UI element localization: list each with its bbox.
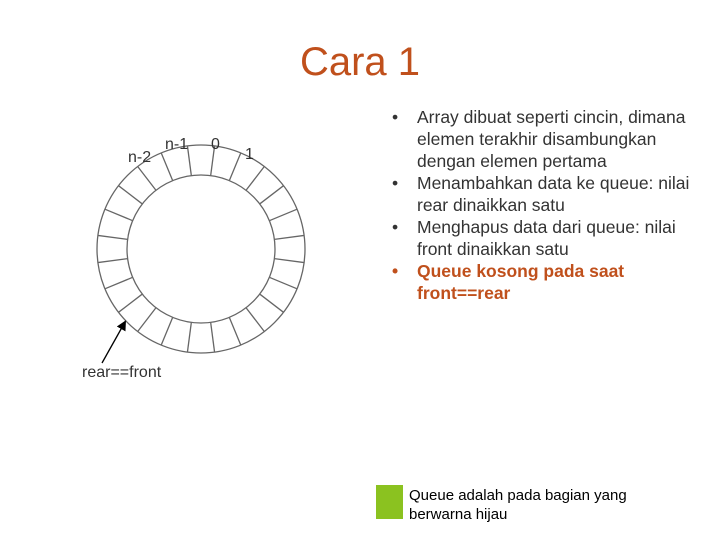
- bullet-item-empty-queue: [384, 260, 704, 304]
- legend-note: Queue adalah pada bagian yang berwarna hijau: [409, 487, 627, 523]
- label-zero: 0: [211, 136, 220, 153]
- label-n-minus-1: n-1: [165, 136, 189, 153]
- ring-segment-divider: [98, 235, 128, 239]
- ring-segment-divider: [246, 166, 264, 190]
- outer-ring: [97, 145, 305, 353]
- bullet-text: Array dibuat seperti cincin, dimana elemen terakhir disambungkan dengan elemen pertama: [417, 107, 686, 171]
- bullet-item-ring-array: [384, 106, 704, 172]
- ring-segment-divider: [260, 294, 284, 312]
- green-legend-swatch: [376, 485, 403, 519]
- bullet-item-enqueue: [384, 172, 704, 216]
- label-rear-front: rear==front: [82, 364, 162, 381]
- ring-segment-divider: [98, 259, 128, 263]
- ring-segment-dividers: [98, 146, 304, 352]
- bullet-symbol: •: [392, 261, 399, 281]
- ring-segment-divider: [229, 153, 240, 181]
- ring-segment-divider: [138, 308, 156, 332]
- ring-segment-divider: [274, 235, 304, 239]
- ring-segment-divider: [260, 186, 284, 204]
- ring-segment-divider: [211, 322, 215, 352]
- ring-segment-divider: [161, 153, 172, 181]
- bullet-list: [384, 106, 704, 304]
- ring-segment-divider: [118, 294, 142, 312]
- slide-title: Cara 1: [299, 40, 421, 84]
- bullet-item-dequeue: [384, 216, 704, 260]
- bullet-text: Menambahkan data ke queue: nilai rear dinaikkan satu: [417, 173, 690, 215]
- label-n-minus-2: n-2: [128, 149, 152, 166]
- bullet-text: Menghapus data dari queue: nilai front dinaikkan satu: [417, 217, 676, 259]
- bullet-text: Queue kosong pada saat front==rear: [417, 261, 625, 303]
- ring-segment-divider: [187, 322, 191, 352]
- ring-segment-divider: [105, 209, 133, 220]
- ring-segment-divider: [269, 209, 297, 220]
- bullet-symbol: •: [392, 217, 399, 237]
- ring-segment-divider: [105, 277, 133, 288]
- label-one: 1: [245, 146, 254, 163]
- ring-segment-divider: [138, 166, 156, 190]
- pointer-arrow: [102, 322, 125, 363]
- inner-ring: [127, 175, 275, 323]
- ring-segment-divider: [118, 186, 142, 204]
- ring-segment-divider: [269, 277, 297, 288]
- bullet-symbol: •: [392, 173, 399, 193]
- ring-segment-divider: [274, 259, 304, 263]
- bullet-symbol: •: [392, 107, 399, 127]
- ring-segment-divider: [229, 317, 240, 345]
- ring-segment-divider: [161, 317, 172, 345]
- ring-segment-divider: [246, 308, 264, 332]
